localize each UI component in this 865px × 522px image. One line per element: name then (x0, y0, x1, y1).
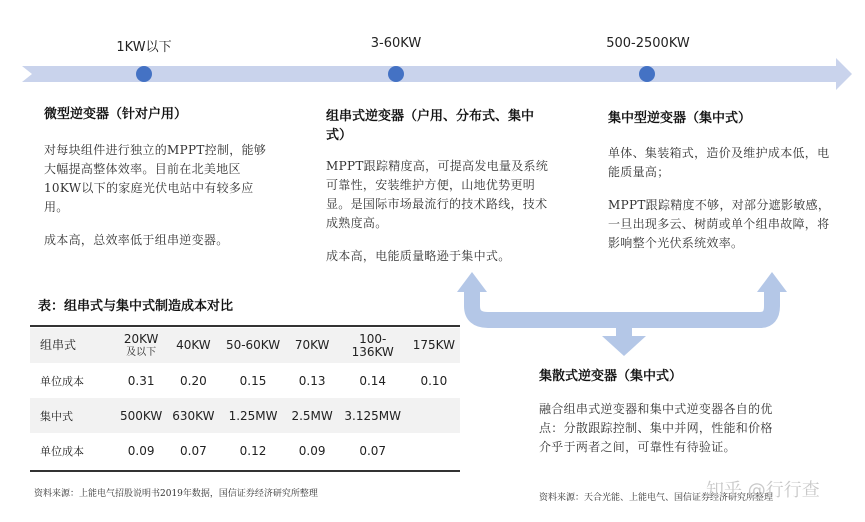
section-distributed-title: 集散式逆变器（集中式） (539, 369, 683, 384)
table-header-cell (167, 328, 219, 363)
table-cell: 0.31 (127, 373, 155, 388)
table-row (30, 398, 460, 433)
source-note-left: 资料来源：上能电气招股说明书2019年数据，国信证券经济研究所整理 (34, 489, 318, 499)
table-row-label: 集中式 (30, 398, 115, 433)
header-main: 50-60KW (225, 338, 281, 352)
section-distributed-para-1: 融合组串式逆变器和集中式逆变器各自的优点：分散跟踪控制、集中并网，性能和价格介乎于两者之间，可靠性有待验证。 (539, 402, 773, 454)
timeline-label-central: 500-2500KW (606, 36, 690, 51)
table-cell: 0.14 (359, 373, 387, 388)
header-main: 40KW (176, 338, 211, 352)
table-cell: 0.10 (420, 373, 448, 388)
table-cell: 2.5MW (287, 398, 338, 433)
section-micro-para-1: 对每块组件进行独立的MPPT控制，能够大幅提高整体效率。目前在北美地区10KW以下的家庭光伏电站中有较多应用。 (44, 143, 267, 214)
section-string (326, 107, 552, 280)
table-cell: 0.07 (359, 443, 387, 458)
table-cell: 1.25MW (220, 398, 287, 433)
table-header-cell (338, 328, 408, 363)
header-main: 20KW (123, 331, 159, 346)
header-main: 175KW (412, 338, 455, 352)
cost-table (30, 328, 460, 468)
table-row-label: 单位成本 (40, 444, 84, 458)
header-sub: 及以下 (126, 346, 157, 358)
section-string-para-1: MPPT跟踪精度高，可提高发电量及系统可靠性，安装维护方便，山地优势更明显。是国际市场最流行的技术路线，技术成熟度高。 (326, 159, 549, 230)
timeline-label-string: 3-60KW (370, 36, 422, 51)
section-central-para-1: 单体、集装箱式，造价及维护成本低，电能质量高； (608, 146, 830, 179)
table-cell: 630KW (167, 398, 219, 433)
table-title: 表：组串式与集中式制造成本对比 (38, 299, 234, 314)
section-central-title: 集中型逆变器（集中式） (608, 111, 752, 126)
section-string-para-2: 成本高，电能质量略逊于集中式。 (326, 249, 511, 263)
section-central-para-2: MPPT跟踪精度不够，对部分遮影敏感，一旦出现多云、树荫或单个组串故障，将影响整个光伏系统效率。 (608, 198, 831, 250)
table-cell (408, 398, 460, 433)
table-row (30, 433, 460, 468)
table-cell: 0.09 (127, 443, 155, 458)
header-main: 100- (359, 331, 387, 346)
table-header-cell (220, 328, 287, 363)
table-top-rule (30, 325, 460, 327)
table-cell: 3.125MW (338, 398, 408, 433)
header-main: 70KW (294, 338, 330, 352)
table-cell: 0.15 (239, 373, 267, 388)
table-bottom-rule (30, 470, 460, 472)
table-cell: 0.09 (298, 443, 326, 458)
table-header-cell (115, 328, 167, 363)
table-cell (408, 433, 460, 468)
table-header-row (30, 328, 460, 363)
section-string-title: 组串式逆变器（户用、分布式、集中式） (326, 109, 535, 143)
table-row (30, 363, 460, 398)
section-central (608, 109, 832, 267)
watermark: 知乎 @行行查 (706, 480, 820, 501)
table-cell: 0.12 (239, 443, 267, 458)
table-header-cell (287, 328, 338, 363)
section-distributed (539, 367, 775, 471)
section-micro (44, 105, 274, 264)
header-sub: 136KW (351, 344, 394, 359)
table-cell: 0.07 (180, 443, 207, 458)
timeline-label-micro: 1KW以下 (116, 40, 172, 55)
source-note-right: 资料来源：天合光能、上能电气、国信证券经济研究所整理 (539, 493, 774, 503)
table-cell: 500KW (115, 398, 167, 433)
table-header-cell (408, 328, 460, 363)
section-micro-para-2: 成本高，总效率低于组串逆变器。 (44, 233, 229, 247)
section-micro-title: 微型逆变器（针对户用） (44, 107, 188, 122)
table-cell: 0.20 (180, 373, 207, 388)
table-cell: 0.13 (298, 373, 326, 388)
table-row-label: 单位成本 (40, 374, 84, 388)
table-header-label: 组串式 (30, 328, 115, 363)
